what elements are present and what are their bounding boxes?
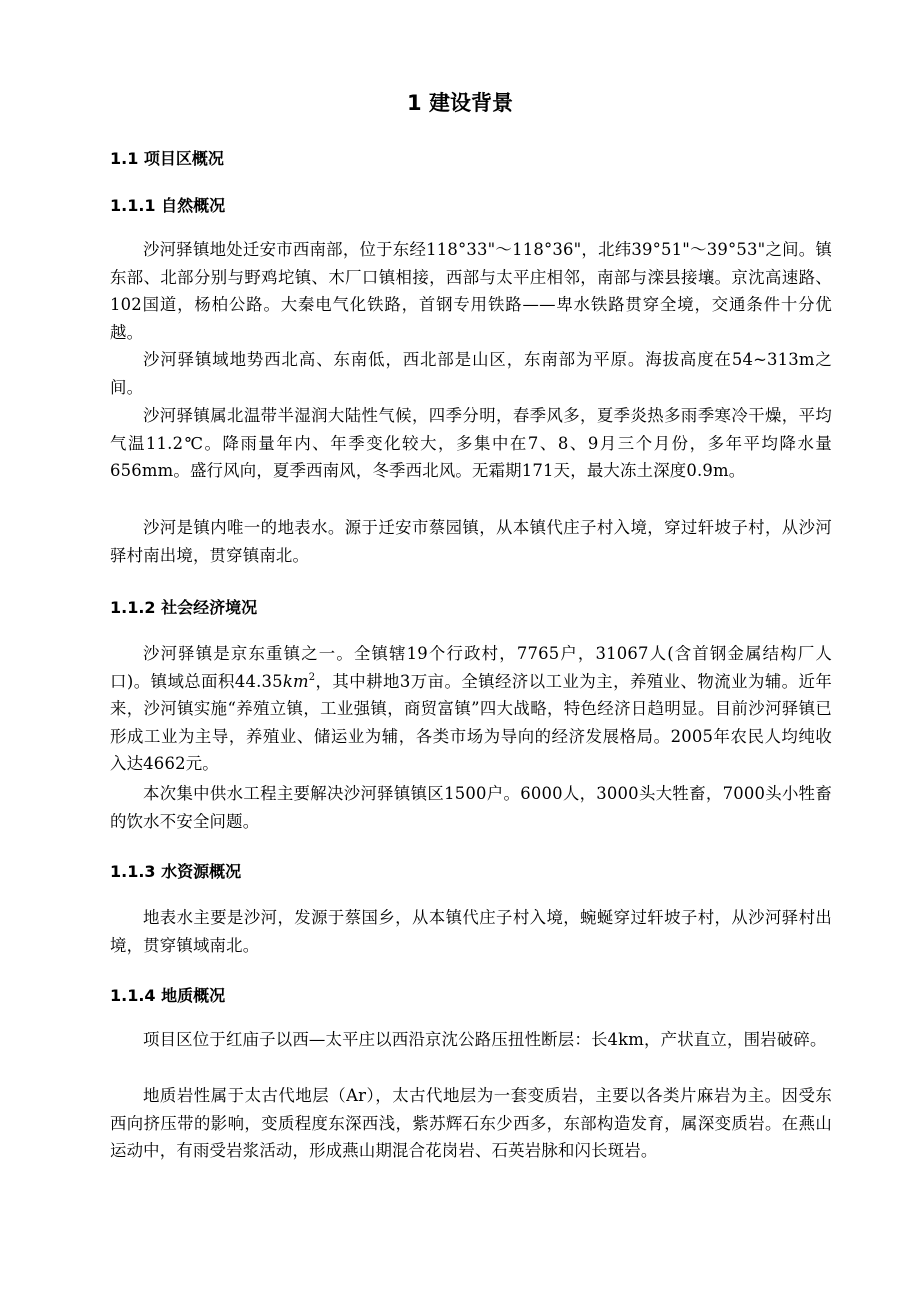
area-unit: km — [282, 671, 309, 691]
area-unit-exponent: 2 — [308, 671, 316, 683]
section-heading-1-1: 1.1 项目区概况 — [110, 149, 224, 168]
paragraph-natural-terrain: 沙河驿镇域地势西北高、东南低，西北部是山区，东南部为平原。海拔高度在54~313m之间。 — [110, 350, 832, 397]
paragraph-water-resources: 地表水主要是沙河，发源于蔡国乡，从本镇代庄子村入境，蜿蜒穿过轩坡子村，从沙河驿村出境，贯穿镇域南北。 — [110, 908, 832, 955]
economy-text-start: 沙河驿镇是京东重镇之一。全镇辖19个行政村，7765户，31067人(含首钢金属结构厂人口)。镇域总面积44.35 — [110, 644, 832, 691]
paragraph-geology-fault: 项目区位于红庙子以西—太平庄以西沿京沈公路压扭性断层：长4km，产状直立，围岩破碎。 — [143, 1030, 827, 1049]
section-heading-1-1-4: 1.1.4 地质概况 — [110, 986, 226, 1005]
paragraph-economy — [110, 640, 832, 778]
paragraph-natural-location: 沙河驿镇地处迁安市西南部，位于东经118°33"～118°36"，北纬39°51"～39°53"之间。镇东部、北部分别与野鸡坨镇、木厂口镇相接，西部与太平庄相邻，南部与滦县接壤。京沈高速路、102国道，杨柏公路。大秦电气化铁路，首钢专用铁路——卑水铁路贯穿全境，交通条件十分优越。 — [110, 240, 832, 342]
paragraph-geology-lithology: 地质岩性属于太古代地层（Ar），太古代地层为一套变质岩，主要以各类片麻岩为主。因受东西向挤压带的影响，变质程度东深西浅，紫苏辉石东少西多，东部构造发育，属深变质岩。在燕山运动中，有雨受岩浆活动，形成燕山期混合花岗岩、石英岩脉和闪长斑岩。 — [110, 1086, 832, 1160]
paragraph-natural-climate: 沙河驿镇属北温带半湿润大陆性气候，四季分明，春季风多，夏季炎热多雨季寒冷干燥，平均气温11.2℃。降雨量年内、年季变化较大，多集中在7、8、9月三个月份，多年平均降水量656mm。盛行风向，夏季西南风，冬季西北风。无霜期171天，最大冻土深度0.9m。 — [110, 406, 832, 480]
economy-text-end: ，其中耕地3万亩。全镇经济以工业为主，养殖业、物流业为辅。近年来，沙河镇实施“养殖立镇，工业强镇，商贸富镇”四大战略，特色经济日趋明显。目前沙河驿镇已形成工业为主导，养殖业、储运业为辅，各类市场为导向的经济发展格局。2005年农民人均纯收入达4662元。 — [110, 671, 832, 773]
section-heading-1-1-3: 1.1.3 水资源概况 — [110, 862, 242, 881]
section-heading-1-1-1: 1.1.1 自然概况 — [110, 196, 226, 215]
document-title: 1 建设背景 — [407, 91, 513, 115]
paragraph-water-supply-project: 本次集中供水工程主要解决沙河驿镇镇区1500户。6000人，3000头大牲畜，7000头小牲畜的饮水不安全问题。 — [110, 784, 832, 831]
section-heading-1-1-2: 1.1.2 社会经济境况 — [110, 598, 258, 617]
paragraph-natural-river: 沙河是镇内唯一的地表水。源于迁安市蔡园镇，从本镇代庄子村入境，穿过轩坡子村，从沙河驿村南出境，贯穿镇南北。 — [110, 518, 832, 565]
